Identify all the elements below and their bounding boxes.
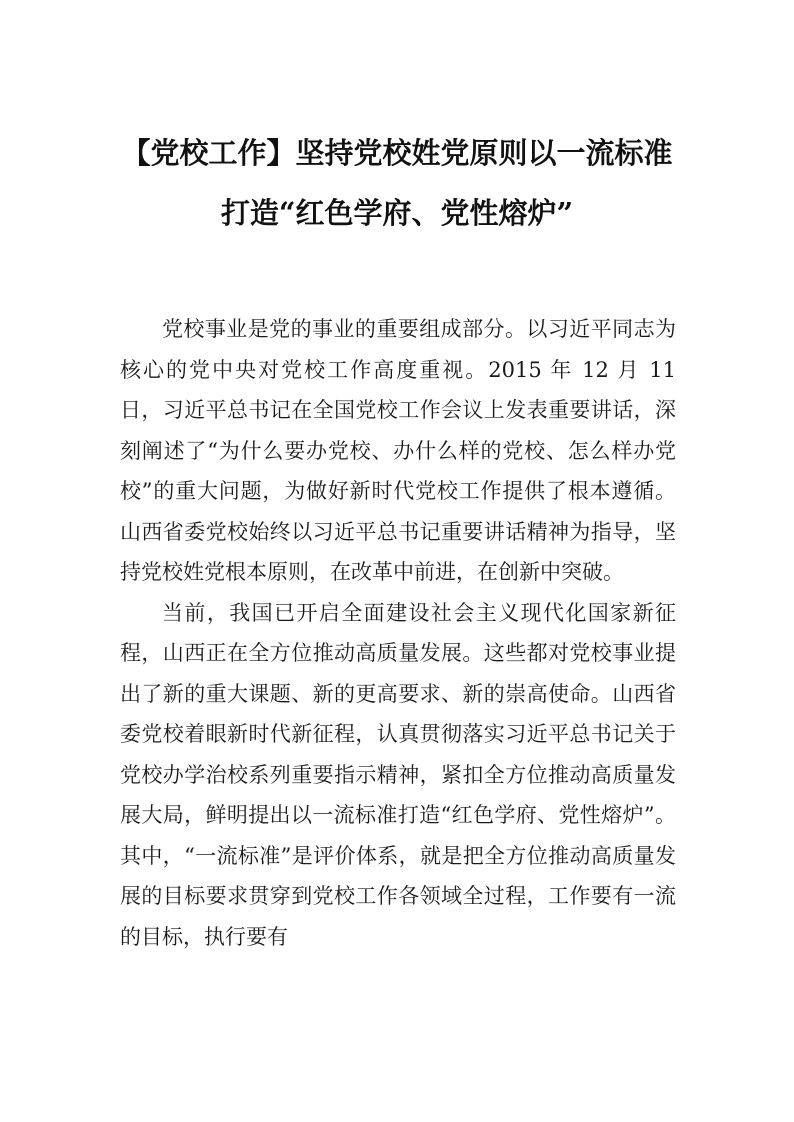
paragraph: 党校事业是党的事业的重要组成部分。以习近平同志为核心的党中央对党校工作高度重视。2015 年 12 月 11 日，习近平总书记在全国党校工作会议上发表重要讲话，深刻阐述了“为什么要办党校、办什么样的党校、怎么样办党校”的重大问题，为做好新时代党校工作提供了根本遵循。山西省委党校始终以习近平总书记重要讲话精神为指导，坚持党校姓党根本原则，在改革中前进，在创新中突破。 — [120, 317, 676, 584]
document-body — [120, 309, 676, 957]
document-title-line-1: 【党校工作】坚持党校姓党原则以一流标准 — [121, 136, 673, 170]
document-title-line-2: 打造“红色学府、党性熔炉” — [220, 196, 574, 230]
paragraph: 当前，我国已开启全面建设社会主义现代化国家新征程，山西正在全方位推动高质量发展。这些都对党校事业提出了新的重大课题、新的更高要求、新的崇高使命。山西省委党校着眼新时代新征程，认真贯彻落实习近平总书记关于党校办学治校系列重要指示精神，紧扣全方位推动高质量发展大局，鲜明提出以一流标准打造“红色学府、党性熔炉”。其中，“一流标准”是评价体系，就是把全方位推动高质量发展的目标要求贯穿到党校工作各领域全过程，工作要有一流的目标，执行要有 — [120, 600, 676, 949]
